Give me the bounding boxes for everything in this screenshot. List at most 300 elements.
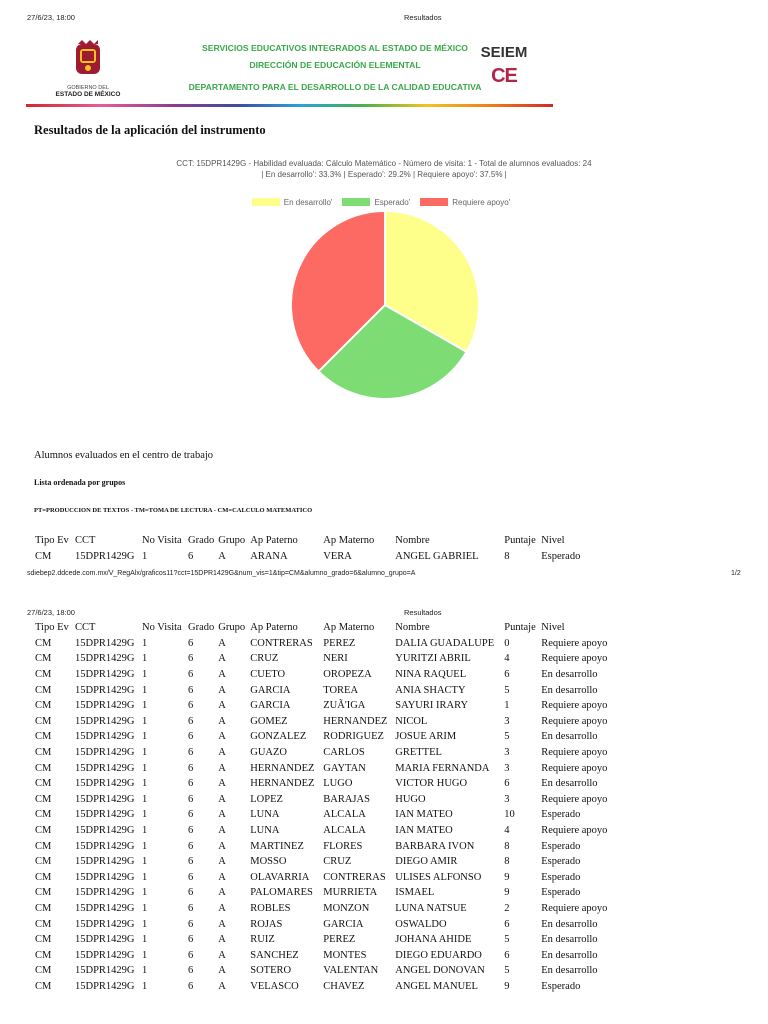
cell-ap-paterno: LUNA	[250, 809, 280, 821]
table-header-row	[33, 620, 629, 636]
cell-nombre: JOSUE ARIM	[395, 731, 457, 743]
cell-nivel: Requiere apoyo	[541, 637, 608, 649]
list-title: Lista ordenada por grupos	[34, 478, 126, 487]
cell-nombre: HUGO	[395, 793, 426, 805]
cell-nombre: JOHANA AHIDE	[395, 934, 472, 946]
cell-ap-materno: OROPEZA	[323, 669, 372, 681]
column-header-nivel: Nivel	[541, 622, 565, 634]
cell-grado: 6	[188, 965, 194, 977]
cell-no-visita: 1	[142, 825, 148, 837]
column-header-no-visita: No Visita	[142, 622, 182, 634]
cell-grupo: A	[218, 949, 226, 961]
evaluation-type-legend: PT=PRODUCCION DE TEXTOS - TM=TOMA DE LECTURA - CM=CALCULO MATEMATICO	[34, 507, 313, 514]
cell-puntaje: 4	[504, 653, 510, 665]
cell-ap-materno: TOREA	[323, 684, 359, 696]
info-line-2: | En desarrollo': 33.3% | Esperado': 29.2% | Requiere apoyo': 37.5% |	[261, 170, 507, 179]
cell-no-visita: 1	[142, 762, 148, 774]
cell-grupo: A	[218, 731, 226, 743]
print-url: sdiebep2.ddcede.com.mx/V_RegAlx/graficos11?cct=15DPR1429G&num_vis=1&tip=CM&alumno_grado=6&alumno_grupo=A	[27, 570, 416, 577]
column-header-no-visita: No Visita	[142, 535, 182, 547]
cell-nivel: Esperado	[541, 840, 581, 852]
ce-text: CE	[491, 65, 517, 87]
seiem-text: SEIEM	[480, 44, 528, 61]
table-row	[33, 651, 629, 667]
cell-grupo: A	[218, 887, 226, 899]
cell-cct: 15DPR1429G	[75, 980, 135, 992]
cell-tipo-ev: CM	[35, 550, 52, 562]
cell-ap-paterno: ROJAS	[250, 918, 283, 930]
table-row	[33, 854, 629, 870]
cell-tipo-ev: CM	[35, 809, 52, 821]
cell-nombre: DIEGO AMIR	[395, 856, 458, 868]
cell-grupo: A	[218, 653, 226, 665]
gobierno-logo	[38, 40, 138, 96]
cell-puntaje: 8	[504, 550, 510, 562]
cell-cct: 15DPR1429G	[75, 856, 135, 868]
students-table-page1	[33, 533, 629, 564]
cell-grupo: A	[218, 669, 226, 681]
table-row	[33, 549, 629, 565]
table-header-row	[33, 533, 629, 549]
cell-nivel: Esperado	[541, 856, 581, 868]
table-row	[33, 963, 629, 979]
cell-tipo-ev: CM	[35, 825, 52, 837]
cell-no-visita: 1	[142, 700, 148, 712]
cell-no-visita: 1	[142, 669, 148, 681]
cell-tipo-ev: CM	[35, 715, 52, 727]
cell-no-visita: 1	[142, 747, 148, 759]
cell-tipo-ev: CM	[35, 793, 52, 805]
cell-ap-paterno: OLAVARRIA	[250, 871, 310, 883]
cell-no-visita: 1	[142, 550, 148, 562]
cell-ap-paterno: CRUZ	[250, 653, 279, 665]
cell-ap-materno: FLORES	[323, 840, 363, 852]
cell-ap-materno: RODRIGUEZ	[323, 731, 384, 743]
cell-tipo-ev: CM	[35, 840, 52, 852]
cell-puntaje: 6	[504, 949, 510, 961]
cell-puntaje: 10	[504, 809, 515, 821]
cell-grado: 6	[188, 949, 194, 961]
cell-tipo-ev: CM	[35, 731, 52, 743]
cell-grado: 6	[188, 840, 194, 852]
cell-puntaje: 6	[504, 778, 510, 790]
cell-nombre: ANIA SHACTY	[395, 684, 466, 696]
cell-nivel: En desarrollo	[541, 934, 598, 946]
cell-ap-paterno: VELASCO	[250, 980, 299, 992]
cell-nivel: En desarrollo	[541, 965, 598, 977]
table-row	[33, 901, 629, 917]
cell-grado: 6	[188, 793, 194, 805]
cell-ap-paterno: ROBLES	[250, 902, 291, 914]
cell-cct: 15DPR1429G	[75, 949, 135, 961]
header-line-2: DIRECCIÓN DE EDUCACIÓN ELEMENTAL	[249, 60, 421, 70]
cell-ap-materno: ALCALA	[323, 825, 366, 837]
seiem-logo	[472, 44, 536, 100]
cell-grado: 6	[188, 669, 194, 681]
table-row	[33, 714, 629, 730]
page-number: 1/2	[731, 570, 741, 577]
table-row	[33, 916, 629, 932]
cell-tipo-ev: CM	[35, 902, 52, 914]
logo-line1: GOBIERNO DEL	[67, 85, 109, 91]
cell-grado: 6	[188, 731, 194, 743]
column-header-grado: Grado	[188, 622, 215, 634]
column-header-puntaje: Puntaje	[504, 535, 536, 547]
cell-puntaje: 5	[504, 684, 510, 696]
cell-no-visita: 1	[142, 809, 148, 821]
cell-puntaje: 6	[504, 918, 510, 930]
cell-no-visita: 1	[142, 653, 148, 665]
cell-no-visita: 1	[142, 887, 148, 899]
cell-grupo: A	[218, 840, 226, 852]
cell-tipo-ev: CM	[35, 980, 52, 992]
cell-nombre: VICTOR HUGO	[395, 778, 468, 790]
cell-grupo: A	[218, 747, 226, 759]
cell-ap-paterno: HERNANDEZ	[250, 778, 315, 790]
cell-no-visita: 1	[142, 965, 148, 977]
cell-nivel: Esperado	[541, 871, 581, 883]
cell-ap-materno: CHAVEZ	[323, 980, 365, 992]
cell-ap-materno: VALENTAN	[323, 965, 379, 977]
cell-no-visita: 1	[142, 840, 148, 852]
cell-cct: 15DPR1429G	[75, 653, 135, 665]
cell-nivel: Requiere apoyo	[541, 793, 608, 805]
cell-grado: 6	[188, 762, 194, 774]
table-row	[33, 745, 629, 761]
cell-nombre: ULISES ALFONSO	[395, 871, 482, 883]
cell-tipo-ev: CM	[35, 669, 52, 681]
cell-tipo-ev: CM	[35, 856, 52, 868]
cell-grupo: A	[218, 762, 226, 774]
cell-nivel: En desarrollo	[541, 684, 598, 696]
cell-puntaje: 3	[504, 762, 510, 774]
cell-ap-materno: ALCALA	[323, 809, 366, 821]
rainbow-divider	[26, 104, 553, 107]
table-row	[33, 838, 629, 854]
cell-grupo: A	[218, 684, 226, 696]
cell-no-visita: 1	[142, 715, 148, 727]
cell-ap-materno: CONTRERAS	[323, 871, 386, 883]
cell-nivel: En desarrollo	[541, 778, 598, 790]
cell-grado: 6	[188, 902, 194, 914]
table-row	[33, 823, 629, 839]
logo-line2: ESTADO DE MÉXICO	[55, 91, 121, 98]
cell-grado: 6	[188, 887, 194, 899]
cell-cct: 15DPR1429G	[75, 684, 135, 696]
cell-ap-materno: VERA	[323, 550, 352, 562]
cell-nivel: Esperado	[541, 550, 581, 562]
cell-grupo: A	[218, 856, 226, 868]
cell-tipo-ev: CM	[35, 778, 52, 790]
cell-cct: 15DPR1429G	[75, 887, 135, 899]
cell-grupo: A	[218, 637, 226, 649]
cell-grupo: A	[218, 700, 226, 712]
cell-nivel: Esperado	[541, 980, 581, 992]
cell-grado: 6	[188, 918, 194, 930]
cell-ap-materno: MONZON	[323, 902, 370, 914]
cell-ap-paterno: LOPEZ	[250, 793, 283, 805]
cell-nivel: Requiere apoyo	[541, 715, 608, 727]
print-date-page2: 27/6/23, 18:00	[27, 608, 75, 617]
cell-nombre: IAN MATEO	[395, 809, 453, 821]
cell-puntaje: 5	[504, 934, 510, 946]
cell-grupo: A	[218, 778, 226, 790]
cell-nombre: ANGEL MANUEL	[395, 980, 478, 992]
cell-nombre: ANGEL GABRIEL	[395, 550, 479, 562]
legend-label-requiere-apoyo: Requiere apoyo'	[452, 197, 511, 207]
cell-nombre: OSWALDO	[395, 918, 447, 930]
cell-no-visita: 1	[142, 949, 148, 961]
cell-grado: 6	[188, 778, 194, 790]
cell-ap-materno: NERI	[323, 653, 348, 665]
cell-grado: 6	[188, 856, 194, 868]
column-header-ap-paterno: Ap Paterno	[250, 535, 298, 547]
cell-grado: 6	[188, 550, 194, 562]
table-row	[33, 698, 629, 714]
cell-ap-paterno: CONTRERAS	[250, 637, 313, 649]
cell-puntaje: 0	[504, 637, 510, 649]
cell-no-visita: 1	[142, 793, 148, 805]
cell-tipo-ev: CM	[35, 887, 52, 899]
table-row	[33, 932, 629, 948]
legend-swatch-en-desarrollo	[252, 198, 280, 206]
cell-nombre: DIEGO EDUARDO	[395, 949, 482, 961]
cell-ap-paterno: HERNANDEZ	[250, 762, 315, 774]
cell-nivel: Requiere apoyo	[541, 747, 608, 759]
cell-nombre: ISMAEL	[395, 887, 435, 899]
table-row	[33, 792, 629, 808]
cell-ap-materno: ZUÃ'IGA	[323, 700, 366, 712]
cell-ap-materno: CRUZ	[323, 856, 352, 868]
cell-grado: 6	[188, 871, 194, 883]
cell-grupo: A	[218, 809, 226, 821]
table-row	[33, 979, 629, 995]
header-line-1: SERVICIOS EDUCATIVOS INTEGRADOS AL ESTADO DE MÉXICO	[202, 43, 468, 53]
cell-grupo: A	[218, 715, 226, 727]
cell-cct: 15DPR1429G	[75, 825, 135, 837]
cell-nombre: DALIA GUADALUPE	[395, 637, 495, 649]
cell-ap-paterno: GONZALEZ	[250, 731, 307, 743]
cell-puntaje: 1	[504, 700, 510, 712]
cell-puntaje: 9	[504, 887, 510, 899]
cell-puntaje: 3	[504, 715, 510, 727]
cell-cct: 15DPR1429G	[75, 669, 135, 681]
cell-grupo: A	[218, 902, 226, 914]
table-row	[33, 807, 629, 823]
cell-nivel: Requiere apoyo	[541, 762, 608, 774]
cell-grado: 6	[188, 684, 194, 696]
cell-grado: 6	[188, 934, 194, 946]
cell-puntaje: 9	[504, 980, 510, 992]
print-title: Resultados	[404, 13, 442, 22]
column-header-grupo: Grupo	[218, 535, 246, 547]
cell-nombre: BARBARA IVON	[395, 840, 475, 852]
cell-no-visita: 1	[142, 902, 148, 914]
table-row	[33, 667, 629, 683]
table-row	[33, 885, 629, 901]
print-date: 27/6/23, 18:00	[27, 13, 75, 22]
column-header-grado: Grado	[188, 535, 215, 547]
cell-cct: 15DPR1429G	[75, 840, 135, 852]
cell-tipo-ev: CM	[35, 653, 52, 665]
cell-cct: 15DPR1429G	[75, 793, 135, 805]
cell-ap-paterno: SOTERO	[250, 965, 292, 977]
cell-ap-paterno: MOSSO	[250, 856, 287, 868]
pie-chart	[280, 204, 490, 410]
cell-grado: 6	[188, 637, 194, 649]
cell-tipo-ev: CM	[35, 637, 52, 649]
cell-grupo: A	[218, 871, 226, 883]
cell-ap-paterno: RUIZ	[250, 934, 275, 946]
cell-nombre: IAN MATEO	[395, 825, 453, 837]
cell-cct: 15DPR1429G	[75, 700, 135, 712]
table-row	[33, 947, 629, 963]
cell-cct: 15DPR1429G	[75, 871, 135, 883]
cell-nivel: Requiere apoyo	[541, 653, 608, 665]
cell-puntaje: 9	[504, 871, 510, 883]
cell-cct: 15DPR1429G	[75, 762, 135, 774]
cell-grado: 6	[188, 980, 194, 992]
column-header-puntaje: Puntaje	[504, 622, 536, 634]
cell-no-visita: 1	[142, 778, 148, 790]
cell-grupo: A	[218, 825, 226, 837]
cell-cct: 15DPR1429G	[75, 809, 135, 821]
cell-nombre: YURITZI ABRIL	[395, 653, 471, 665]
cell-ap-paterno: PALOMARES	[250, 887, 313, 899]
cell-puntaje: 5	[504, 965, 510, 977]
header-line-3: DEPARTAMENTO PARA EL DESARROLLO DE LA CALIDAD EDUCATIVA	[188, 82, 482, 92]
cell-ap-paterno: GARCIA	[250, 700, 291, 712]
cell-ap-materno: MONTES	[323, 949, 367, 961]
cell-nombre: SAYURI IRARY	[395, 700, 469, 712]
cell-grupo: A	[218, 918, 226, 930]
table-row	[33, 729, 629, 745]
cell-ap-materno: GARCIA	[323, 918, 364, 930]
cell-cct: 15DPR1429G	[75, 637, 135, 649]
cell-puntaje: 4	[504, 825, 510, 837]
cell-puntaje: 8	[504, 840, 510, 852]
column-header-nombre: Nombre	[395, 535, 430, 547]
cell-grado: 6	[188, 747, 194, 759]
cell-nombre: GRETTEL	[395, 747, 442, 759]
cell-grupo: A	[218, 965, 226, 977]
cell-tipo-ev: CM	[35, 934, 52, 946]
table-row	[33, 636, 629, 652]
cell-cct: 15DPR1429G	[75, 902, 135, 914]
column-header-tipo-ev: Tipo Ev	[35, 622, 69, 634]
cell-tipo-ev: CM	[35, 747, 52, 759]
cell-ap-paterno: GARCIA	[250, 684, 291, 696]
cell-tipo-ev: CM	[35, 762, 52, 774]
cell-tipo-ev: CM	[35, 700, 52, 712]
cell-tipo-ev: CM	[35, 871, 52, 883]
print-title-page2: Resultados	[404, 608, 442, 617]
cell-tipo-ev: CM	[35, 949, 52, 961]
cell-nivel: Requiere apoyo	[541, 825, 608, 837]
column-header-cct: CCT	[75, 622, 96, 634]
cell-no-visita: 1	[142, 980, 148, 992]
cell-ap-materno: PEREZ	[323, 637, 356, 649]
cell-nombre: LUNA NATSUE	[395, 902, 467, 914]
students-table-page2	[33, 620, 629, 994]
cell-nombre: MARIA FERNANDA	[395, 762, 490, 774]
cell-ap-materno: PEREZ	[323, 934, 356, 946]
column-header-nombre: Nombre	[395, 622, 430, 634]
section-title: Alumnos evaluados en el centro de trabajo	[34, 450, 214, 461]
legend-label-en-desarrollo: En desarrollo'	[283, 197, 333, 207]
cell-no-visita: 1	[142, 856, 148, 868]
table-row	[33, 870, 629, 886]
cell-grado: 6	[188, 653, 194, 665]
cell-puntaje: 8	[504, 856, 510, 868]
column-header-nivel: Nivel	[541, 535, 565, 547]
column-header-ap-materno: Ap Materno	[323, 622, 375, 634]
cell-ap-materno: HERNANDEZ	[323, 715, 388, 727]
cell-ap-paterno: GUAZO	[250, 747, 287, 759]
cell-puntaje: 3	[504, 747, 510, 759]
cell-grado: 6	[188, 700, 194, 712]
cell-ap-paterno: ARANA	[250, 550, 288, 562]
legend-label-esperado: Esperado'	[374, 197, 411, 207]
column-header-ap-materno: Ap Materno	[323, 535, 375, 547]
cell-no-visita: 1	[142, 731, 148, 743]
info-line-1: CCT: 15DPR1429G - Habilidad evaluada: Cálculo Matemático - Número de visita: 1 - Total de alumnos evaluados: 24	[176, 159, 592, 168]
cell-ap-paterno: MARTINEZ	[250, 840, 304, 852]
cell-tipo-ev: CM	[35, 965, 52, 977]
cell-ap-materno: GAYTAN	[323, 762, 366, 774]
cell-grado: 6	[188, 825, 194, 837]
cell-ap-materno: CARLOS	[323, 747, 365, 759]
cell-no-visita: 1	[142, 871, 148, 883]
cell-ap-materno: BARAJAS	[323, 793, 370, 805]
cell-no-visita: 1	[142, 934, 148, 946]
cell-ap-paterno: LUNA	[250, 825, 280, 837]
cell-grado: 6	[188, 715, 194, 727]
cell-grupo: A	[218, 793, 226, 805]
coat-of-arms-icon	[38, 40, 138, 80]
cell-grado: 6	[188, 809, 194, 821]
cell-nombre: NICOL	[395, 715, 428, 727]
cell-nivel: Requiere apoyo	[541, 700, 608, 712]
cell-cct: 15DPR1429G	[75, 934, 135, 946]
column-header-cct: CCT	[75, 535, 96, 547]
cell-nombre: NINA RAQUEL	[395, 669, 467, 681]
cell-ap-paterno: CUETO	[250, 669, 286, 681]
cell-nivel: En desarrollo	[541, 669, 598, 681]
cell-grupo: A	[218, 550, 226, 562]
cell-puntaje: 3	[504, 793, 510, 805]
cell-cct: 15DPR1429G	[75, 731, 135, 743]
cell-nombre: ANGEL DONOVAN	[395, 965, 485, 977]
column-header-ap-paterno: Ap Paterno	[250, 622, 298, 634]
table-row	[33, 760, 629, 776]
cell-no-visita: 1	[142, 918, 148, 930]
cell-puntaje: 6	[504, 669, 510, 681]
cell-nivel: Esperado	[541, 887, 581, 899]
cell-nivel: Requiere apoyo	[541, 902, 608, 914]
cell-cct: 15DPR1429G	[75, 778, 135, 790]
page-title: Resultados de la aplicación del instrumento	[34, 123, 266, 137]
cell-ap-materno: LUGO	[323, 778, 353, 790]
column-header-tipo-ev: Tipo Ev	[35, 535, 69, 547]
cell-puntaje: 5	[504, 731, 510, 743]
cell-tipo-ev: CM	[35, 684, 52, 696]
cell-no-visita: 1	[142, 684, 148, 696]
table-row	[33, 776, 629, 792]
cell-cct: 15DPR1429G	[75, 747, 135, 759]
cell-puntaje: 2	[504, 902, 510, 914]
cell-nivel: En desarrollo	[541, 918, 598, 930]
